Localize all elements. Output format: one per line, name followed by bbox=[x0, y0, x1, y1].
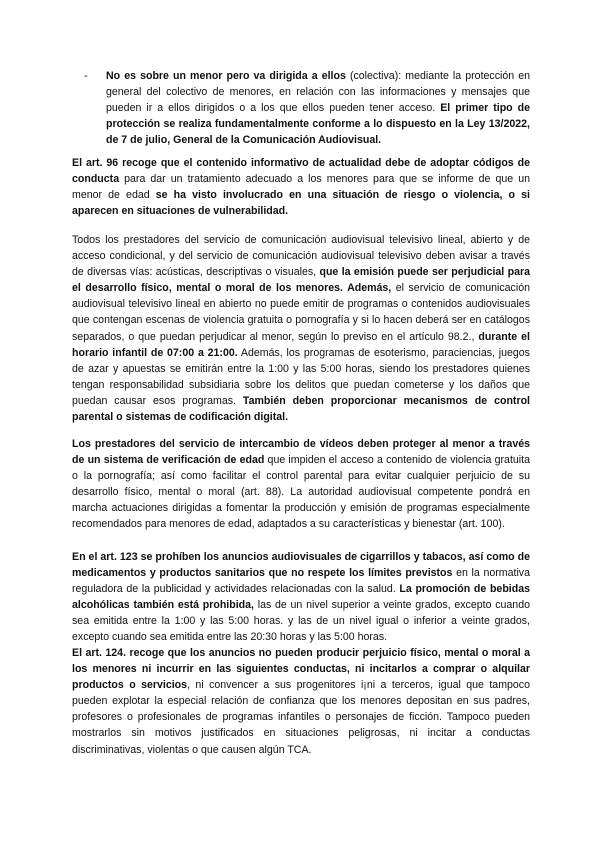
bullet-marker: - bbox=[84, 70, 88, 82]
paragraph-art-96: El art. 96 recoge que el contenido informativo de actualidad debe de adoptar códigos de conducta para dar un tratamiento adecuado a los menores para que se informe de que un menor de edad se ha visto involucrado en una situación de riesgo o violencia, o si aparecen en situaciones de vulnerabilidad. bbox=[72, 157, 530, 218]
paragraph-prestadores-servicio: Todos los prestadores del servicio de comunicación audiovisual televisivo lineal, abierto y de acceso condicional, y del servicio de comunicación audiovisual televisivo deben avisar a través de diversas vías: acústicas, descriptivas o visuales, que la emisión puede ser perjudicial para el desarrollo físico, mental o moral de los menores. Además, el servicio de comunicación audiovisual televisivo lineal en abierto no puede emitir de programas o contenidos audiovisuales que contengan escenas de violencia gratuita o pornografía y si lo hacen deberá ser en catálogos separados, o que puedan perjudicar al menor, según lo previso en el artículo 98.2., durante el horario infantil de 07:00 a 21:00. Además, los programas de esoterismo, paraciencias, juegos de azar y apuestas se emitirán entre la 1:00 y las 5:00 horas, siendo los prestadores quienes tengan responsabilidad subsidiaria sobre los delitos que puedan cometerse y los daños que puedan causar esos programas. También deben proporcionar mecanismos de control parental o sistemas de codificación digital. bbox=[72, 234, 530, 424]
bullet-item bbox=[84, 68, 530, 148]
paragraph-art-123: En el art. 123 se prohíben los anuncios audiovisuales de cigarrillos y tabacos, así como de medicamentos y productos sanitarios que no respete los límites previstos en la normativa reguladora de la publicidad y actividades relacionadas con la salud. La promoción de bebidas alcohólicas también está prohibida, las de un nivel superior a veinte grados, excepto cuando sea emitida entre la 1:00 y las 5:00 horas. y las de un nivel igual o inferior a veinte grados, excepto cuando sea emitida entre las 20:30 horas y las 5:00 horas. bbox=[72, 551, 530, 644]
bullet-text: No es sobre un menor pero va dirigida a ellos (colectiva): mediante la protección en general del colectivo de menores, en relación con las informaciones y mensajes que pueden ir a ellos dirigidos o a los que ellos pueden tener acceso. El primer tipo de protección se realiza fundamentalmente conforme a lo dispuesto en la Ley 13/2022, de 7 de julio, General de la Comunicación Audiovisual. bbox=[106, 70, 531, 147]
paragraph-intercambio-videos: Los prestadores del servicio de intercambio de vídeos deben proteger al menor a través de un sistema de verificación de edad que impiden el acceso a contenido de violencia gratuita o la pornografía; así como facilitar el control parental para evitar cualquier perjuicio de su desarrollo físico, mental o moral (art. 88). La autoridad audiovisual competente pondrá en marcha actuaciones dirigidas a fomentar la producción y emisión de programas especialmente recomendados para menores de edad, adaptados a su características y bienestar (art. 100). bbox=[72, 438, 530, 531]
paragraph-art-124: El art. 124. recoge que los anuncios no pueden producir perjuicio físico, mental o moral a los menores ni incurrir en las siguientes conductas, ni incitarlos a comprar o alquilar productos o servicios, ni convencer a sus progenitores i¡ni a terceros, igual que tampoco pueden explotar la especial relación de confianza que los menores depositan en sus padres, profesores o profesionales de programas infantiles o personajes de ficción. Tampoco pueden mostrarlos sin motivos justificados en situaciones peligrosas, ni incitar a conductas discriminativas, violentas o que causen algún TCA. bbox=[72, 647, 530, 756]
